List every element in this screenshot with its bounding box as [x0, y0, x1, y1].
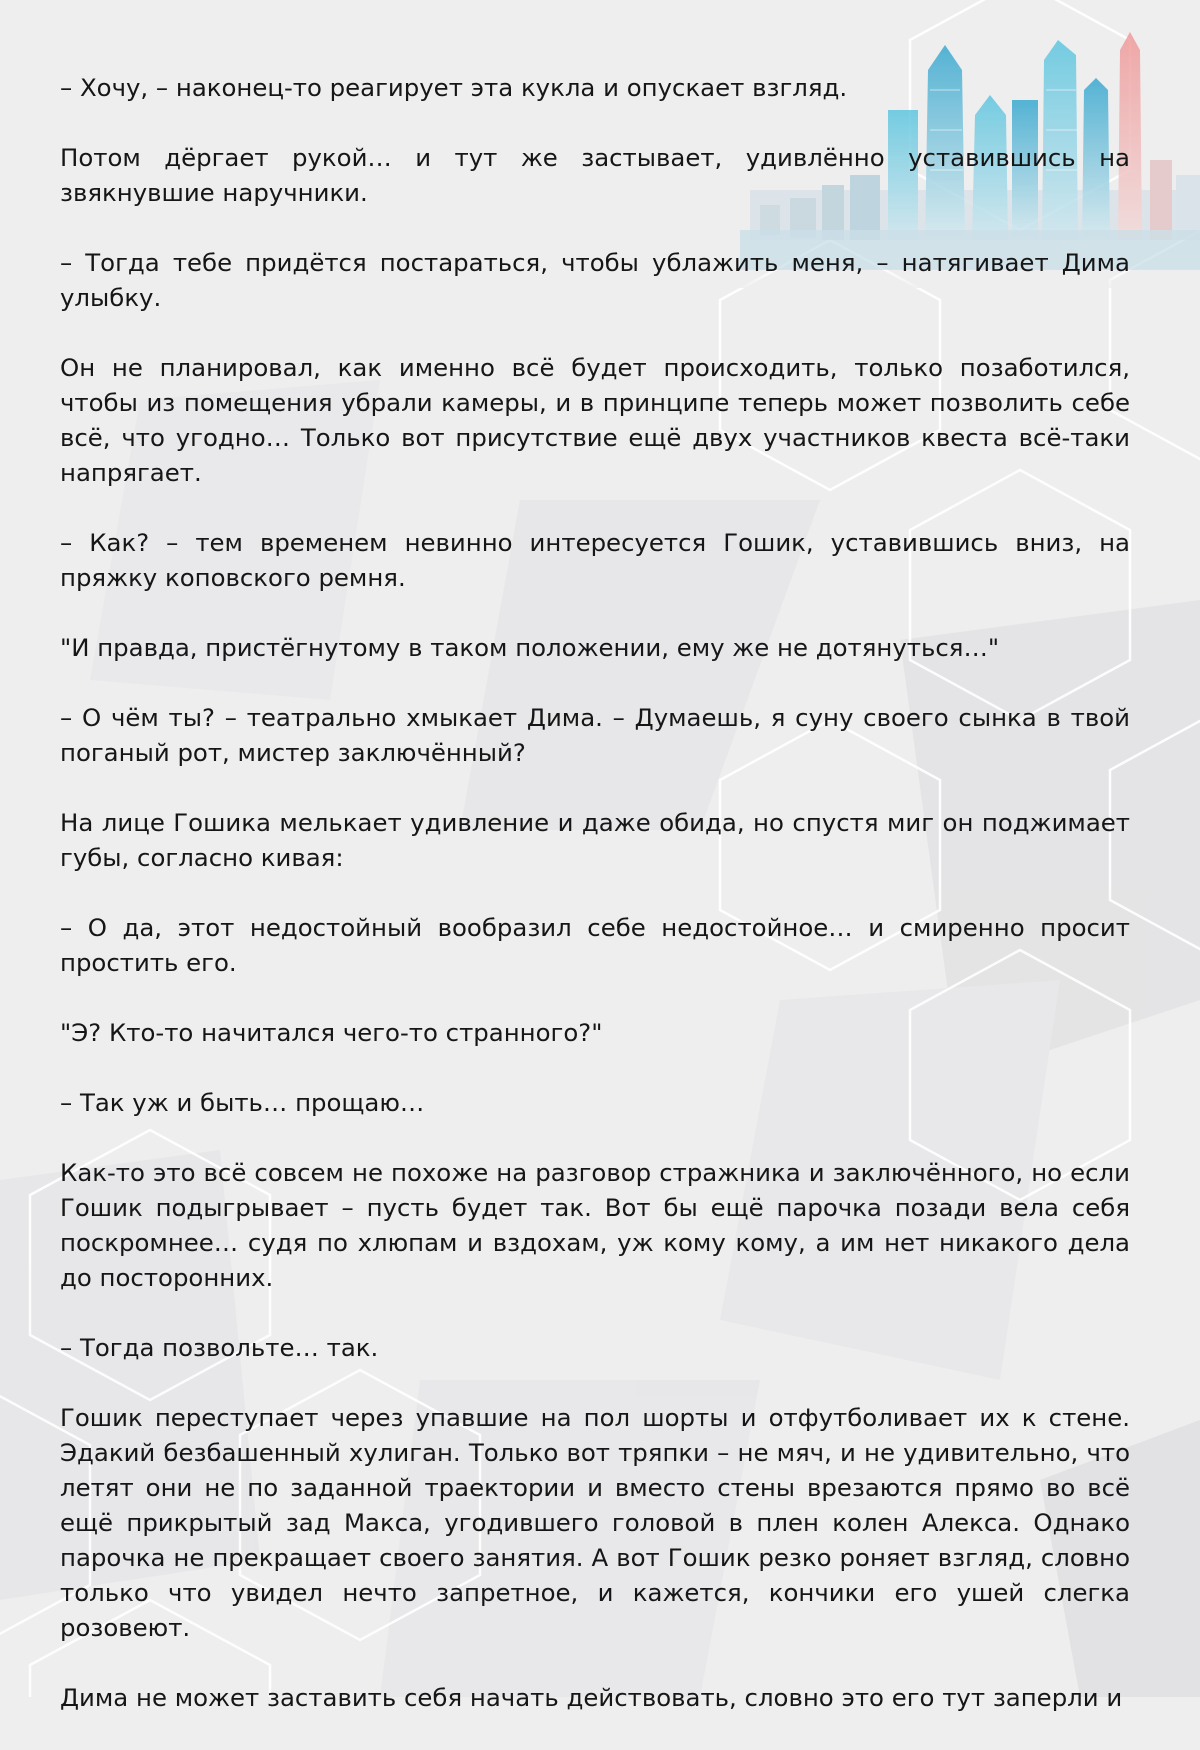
paragraph-10: "Э? Кто-то начитался чего-то странного?": [60, 1018, 603, 1047]
paragraph-7: – О чём ты? – театрально хмыкает Дима. – Думаешь, я суну своего сынка в твой поганый рот, мистер заключённый?: [60, 703, 1130, 767]
paragraph-8: На лице Гошика мелькает удивление и даже обида, но спустя миг он поджимает губы, согласно кивая:: [60, 808, 1130, 872]
paragraph-11: – Так уж и быть… прощаю…: [60, 1088, 425, 1117]
paragraph-9: – О да, этот недостойный вообразил себе недостойное… и смиренно просит простить его.: [60, 913, 1130, 977]
document-body: [60, 70, 1130, 1750]
paragraph-1: – Хочу, – наконец-то реагирует эта кукла и опускает взгляд.: [60, 73, 848, 102]
paragraph-15: Дима не может заставить себя начать действовать, словно это его тут заперли и: [60, 1683, 1123, 1712]
paragraph-12: Как-то это всё совсем не похоже на разговор стражника и заключённого, но если Гошик подыгрывает – пусть будет так. Вот бы ещё парочка позади вела себя поскромнее… судя по хлюпам и вздохам, уж кому кому, а им нет никакого дела до посторонних.: [60, 1158, 1130, 1292]
paragraph-6: "И правда, пристёгнутому в таком положении, ему же не дотянуться…": [60, 633, 1000, 662]
paragraph-5: – Как? – тем временем невинно интересуется Гошик, уставившись вниз, на пряжку коповского ремня.: [60, 528, 1130, 592]
paragraph-3: – Тогда тебе придётся постараться, чтобы ублажить меня, – натягивает Дима улыбку.: [60, 248, 1130, 312]
paragraph-2: Потом дёргает рукой… и тут же застывает, удивлённо уставившись на звякнувшие наручники.: [60, 143, 1130, 207]
paragraph-14: Гошик переступает через упавшие на пол шорты и отфутболивает их к стене. Эдакий безбашенный хулиган. Только вот тряпки – не мяч, и не удивительно, что летят они не по заданной траектории и вместо стены врезаются прямо во всё ещё прикрытый зад Макса, угодившего головой в плен колен Алекса. Однако парочка не прекращает своего занятия. А вот Гошик резко роняет взгляд, словно только что увидел нечто запретное, и кажется, кончики его ушей слегка розовеют.: [60, 1403, 1130, 1642]
paragraph-13: – Тогда позвольте… так.: [60, 1333, 379, 1362]
paragraph-4: Он не планировал, как именно всё будет происходить, только позаботился, чтобы из помещения убрали камеры, и в принципе теперь может позволить себе всё, что угодно… Только вот присутствие ещё двух участников квеста всё-таки напрягает.: [60, 353, 1130, 487]
